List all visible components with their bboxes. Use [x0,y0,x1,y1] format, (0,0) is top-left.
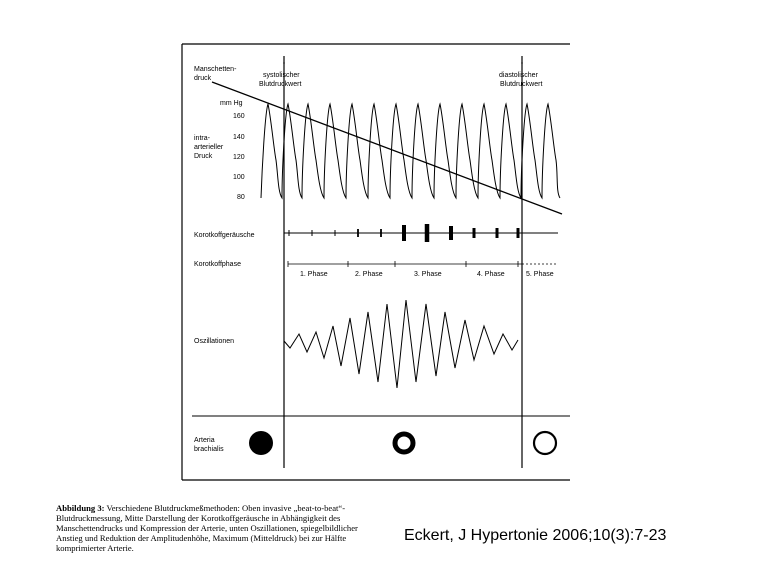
korotkoff-sound-mark [517,228,520,238]
phase-divider [288,261,558,267]
systolic-label-1: systolischer [263,72,300,79]
artery-half-compressed-icon [395,434,413,452]
korotkoff-sound-mark [425,224,430,242]
y-tick-140: 140 [233,134,245,141]
oscillation-waveform [284,300,518,388]
diastolic-label-1: diastolischer [499,72,538,79]
diastolic-label-2: Blutdruckwert [500,81,543,88]
korotkoff-sound-mark [335,230,336,236]
intraarterial-label-1: intra- [194,135,210,142]
artery-open-icon [534,432,556,454]
korotkoff-sounds-label: Korotkoffgeräusche [194,232,255,239]
y-tick-labels [233,113,245,201]
y-tick-80: 80 [237,194,245,201]
cuff-pressure-line [212,82,562,214]
systolic-label-2: Blutdruckwert [259,81,302,88]
korotkoff-sound-mark [402,225,406,241]
figure-caption [56,503,386,553]
phase-2-label: 2. Phase [355,271,383,278]
korotkoff-sound-mark [312,230,313,236]
korotkoff-sound-mark [496,228,499,238]
unit-label: mm Hg [220,100,243,107]
oscillations-label: Oszillationen [194,338,235,345]
artery-label-2: brachialis [194,446,224,453]
cuff-pressure-label-1: Manschetten- [194,66,237,73]
intraarterial-pressure-waveform [261,104,560,198]
phase-1-label: 1. Phase [300,271,328,278]
y-tick-100: 100 [233,174,245,181]
artery-closed-icon [249,431,273,455]
phase-3-label: 3. Phase [414,271,442,278]
caption-text: Verschiedene Blutdruckmeßmethoden: Oben invasive „beat-to-beat“-Blutdruckmessung, Mitte Darstellung der Korotkoffgeräusche in Abhängigkeit des Manschettendrucks und Kompression der Arterie, unten Oszillationen, spiegelbildlicher Anstieg und Reduktion der Amplitudenhöhe, Maximum (Mitteldruck) bei zur Hälfte komprimierter Arterie. [56,503,358,553]
korotkoff-sound-mark [380,229,382,237]
korotkoff-sound-mark [289,230,290,236]
korotkoff-sound-mark [357,229,359,237]
phase-labels [300,271,554,278]
citation: Eckert, J Hypertonie 2006;10(3):7-23 [404,527,667,544]
y-tick-120: 120 [233,154,245,161]
korotkoff-sound-mark [449,226,453,240]
intraarterial-label-2: arterieller [194,144,224,151]
cuff-pressure-label-2: druck [194,75,212,82]
korotkoff-sound-mark [473,228,476,238]
intraarterial-label-3: Druck [194,153,213,160]
y-tick-160: 160 [233,113,245,120]
korotkoff-phase-label: Korotkoffphase [194,261,241,268]
phase-5-label: 5. Phase [526,271,554,278]
artery-label-1: Arteria [194,437,215,444]
caption-label: Abbildung 3: [56,503,105,513]
phase-4-label: 4. Phase [477,271,505,278]
